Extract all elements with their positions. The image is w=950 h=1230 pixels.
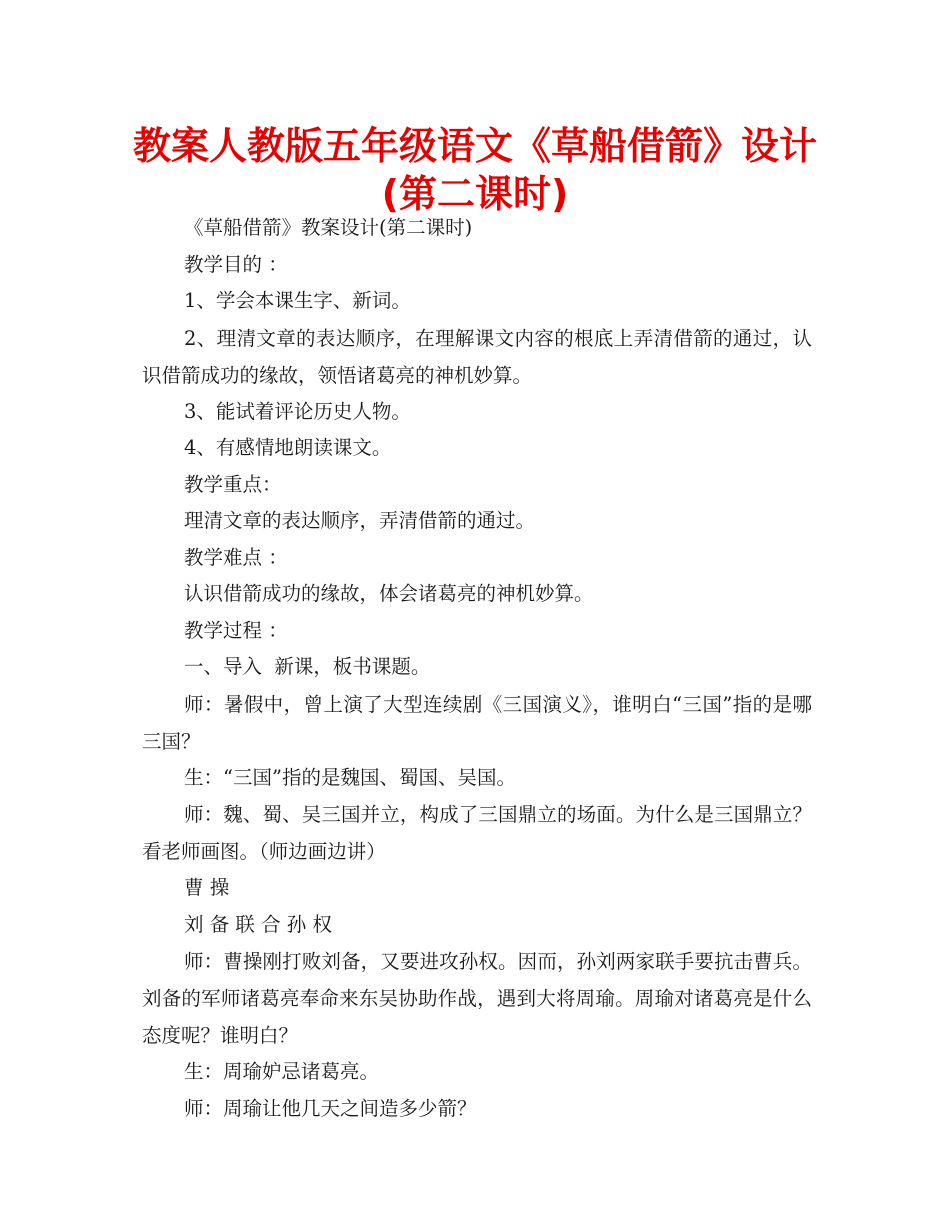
document-title (100, 122, 850, 218)
paragraph-difficulties: 认识借箭成功的缘故，体会诸葛亮的神机妙算。 (184, 582, 594, 605)
paragraph-step-1: 一、导入 新课，板书课题。 (184, 655, 431, 678)
paragraph-teacher-4: 师：周瑜让他几天之间造多少箭？ (184, 1096, 477, 1120)
paragraph-objective-1: 1、学会本课生字、新词。 (184, 289, 411, 312)
paragraph-diagram-line-1: 曹 操 (184, 876, 230, 899)
paragraph-key-points-heading: 教学重点： (184, 472, 282, 496)
paragraph-subtitle: 《草船借箭》教案设计(第二课时) (184, 216, 473, 239)
paragraph-objective-2: 2、理清文章的表达顺序，在理解课文内容的根底上弄清借箭的通过，认识借箭成功的缘故，领悟诸葛亮的神机妙算。 (142, 326, 812, 387)
title-line-2: (第二课时) (381, 172, 569, 216)
title-line-1: 教案人教版五年级语文《草船借箭》设计 (132, 124, 817, 168)
paragraph-difficulties-heading: 教学难点 ： (184, 545, 288, 569)
paragraph-teacher-3: 师：曹操刚打败刘备，又要进攻孙权。因而，孙刘两家联手要抗击曹兵。刘备的军师诸葛亮奉命来东吴协助作战，遇到大将周瑜。周瑜对诸葛亮是什么态度呢？谁明白？ (142, 950, 812, 1047)
paragraph-objective-3: 3、能试着评论历史人物。 (184, 399, 411, 423)
paragraph-student-1: 生：“三国”指的是魏国、蜀国、吴国。 (184, 765, 516, 789)
paragraph-key-points: 理清文章的表达顺序，弄清借箭的通过。 (184, 509, 536, 532)
document-body (142, 210, 812, 1127)
paragraph-process-heading: 教学过程 ： (184, 618, 288, 642)
paragraph-teacher-1: 师：暑假中，曾上演了大型连续剧《三国演义》，谁明白“三国”指的是哪三国？ (142, 692, 812, 753)
paragraph-student-2: 生：周瑜妒忌诸葛亮。 (184, 1060, 380, 1083)
paragraph-objective-4: 4、有感情地朗读课文。 (184, 436, 392, 459)
paragraph-diagram-line-2: 刘 备 联 合 孙 权 (184, 912, 332, 936)
paragraph-objectives-heading: 教学目的 ： (184, 252, 288, 276)
paragraph-teacher-2: 师：魏、蜀、吴三国并立，构成了三国鼎立的场面。为什么是三国鼎立？看老师画图。（师边画边讲） (142, 803, 812, 863)
